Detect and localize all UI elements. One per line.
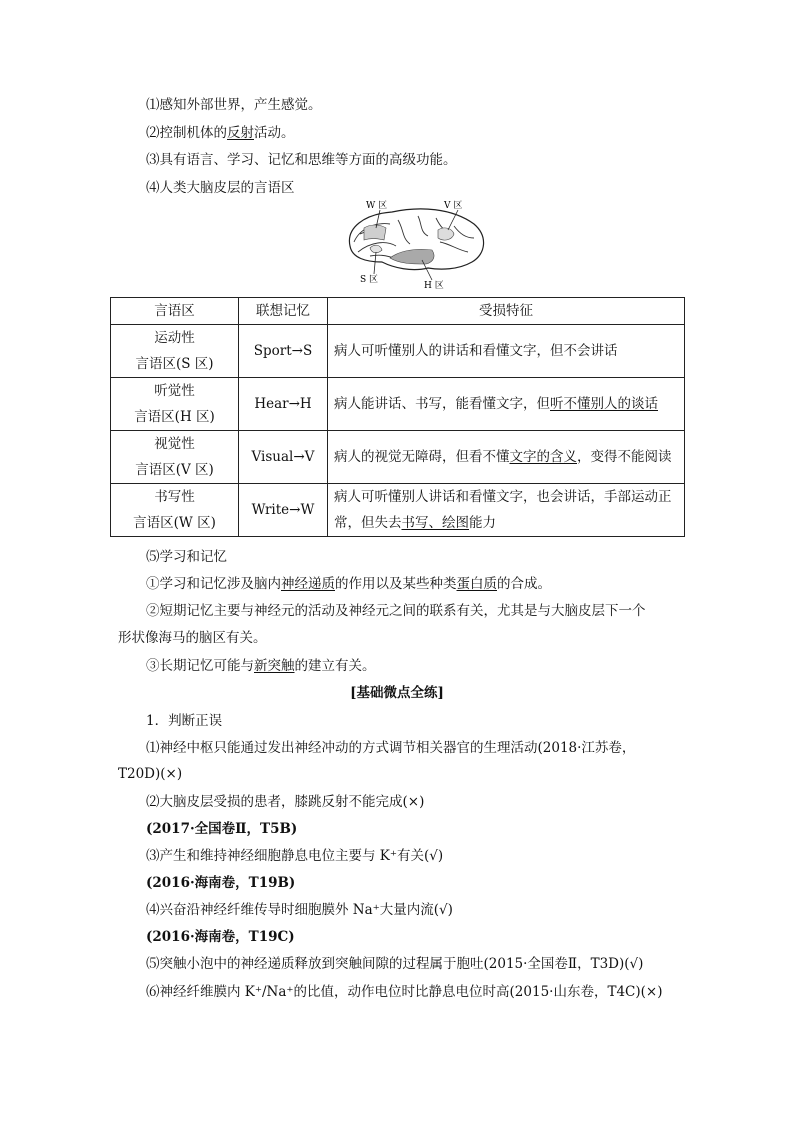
practice-title: [基础微点全练] (350, 685, 444, 701)
brain-language-area-diagram (340, 198, 490, 290)
header-area: 言语区 (111, 298, 239, 325)
area-line: 言语区(V 区) (135, 462, 214, 478)
memory-heading: ⑸学习和记忆 (146, 549, 227, 565)
memory-text: ③长期记忆可能与 (146, 658, 254, 674)
feature-cell (328, 484, 685, 537)
practice-item: ⑷兴奋沿神经纤维传导时细胞膜外 Na⁺大量内流(√) (146, 902, 453, 918)
feature-text: 病人能讲话、书写，能看懂文字，但 (334, 396, 550, 412)
practice-item: ⑵大脑皮层受损的患者，膝跳反射不能完成(×) (146, 794, 425, 810)
intro-line-4: ⑷人类大脑皮层的言语区 (146, 180, 295, 196)
practice-item: ⑴神经中枢只能通过发出神经冲动的方式调节相关器官的生理活动(2018·江苏卷， (146, 740, 636, 756)
area-line: 言语区(H 区) (134, 409, 215, 425)
w-area-label: W 区 (366, 201, 388, 211)
practice-source: (2016·海南卷，T19B) (146, 875, 296, 891)
memory-cell: Write→W (239, 484, 328, 537)
memory-text: 的作用以及某些种类 (335, 576, 457, 592)
v-area-label: V 区 (444, 201, 463, 211)
practice-item: ⑶产生和维持神经细胞静息电位主要与 K⁺有关(√) (146, 848, 444, 864)
header-feature: 受损特征 (328, 298, 685, 325)
protein-term: 蛋白质 (456, 576, 497, 592)
speech-area-table (110, 297, 685, 537)
intro-line-2-post: 活动。 (254, 125, 295, 141)
memory-text: 的合成。 (497, 576, 551, 592)
s-area-label: S 区 (360, 275, 379, 285)
memory-cell: Hear→H (239, 378, 328, 431)
intro-line-3: ⑶具有语言、学习、记忆和思维等方面的高级功能。 (146, 152, 457, 168)
memory-cell: Sport→S (239, 325, 328, 378)
area-line: 书写性 (154, 489, 195, 505)
area-line: 视觉性 (154, 436, 195, 452)
table-row (111, 325, 685, 378)
practice-item: ⑹神经纤维膜内 K⁺/Na⁺的比值，动作电位时比静息电位时高(2015·山东卷，T4C)(×) (146, 984, 663, 1000)
area-cell (111, 378, 239, 431)
reflex-term: 反射 (227, 125, 254, 141)
area-line: 运动性 (154, 330, 195, 346)
area-cell (111, 484, 239, 537)
area-cell (111, 431, 239, 484)
feature-underlined: 听不懂别人的谈话 (550, 396, 658, 412)
feature-cell (328, 431, 685, 484)
feature-underlined: 书写、绘图 (401, 515, 469, 531)
feature-cell: 病人可听懂别人的讲话和看懂文字，但不会讲话 (328, 325, 685, 378)
practice-source: (2016·海南卷，T19C) (146, 929, 295, 945)
feature-text: ，变得不能阅读 (577, 449, 672, 465)
area-line: 听觉性 (154, 383, 195, 399)
new-synapse-term: 新突触 (254, 658, 295, 674)
feature-text: 病人的视觉无障碍，但看不懂 (334, 449, 510, 465)
feature-text: 常，但失去 (334, 515, 402, 531)
intro-line-1: ⑴感知外部世界，产生感觉。 (146, 97, 322, 113)
memory-para-3 (146, 656, 376, 676)
memory-text: 的建立有关。 (294, 658, 376, 674)
w-area-region (364, 225, 386, 240)
area-line: 言语区(S 区) (135, 356, 214, 372)
table-row (111, 484, 685, 537)
intro-line-2 (146, 123, 295, 143)
memory-text: ①学习和记忆涉及脑内 (146, 576, 281, 592)
area-cell (111, 325, 239, 378)
table-header-row (111, 298, 685, 325)
feature-line-2 (334, 510, 678, 536)
memory-para-1 (146, 574, 551, 594)
memory-para-2-line-2: 形状像海马的脑区有关。 (118, 630, 267, 646)
feature-text: 能力 (469, 515, 496, 531)
h-area-label: H 区 (424, 281, 444, 290)
table-row (111, 378, 685, 431)
practice-source: (2017·全国卷Ⅱ，T5B) (146, 821, 298, 837)
header-memory: 联想记忆 (239, 298, 328, 325)
neurotransmitter-term: 神经递质 (281, 576, 335, 592)
table-row (111, 431, 685, 484)
area-line: 言语区(W 区) (133, 515, 216, 531)
memory-cell: Visual→V (239, 431, 328, 484)
practice-item: ⑸突触小泡中的神经递质释放到突触间隙的过程属于胞吐(2015·全国卷Ⅱ，T3D)(√) (146, 956, 644, 972)
practice-item: T20D)(×) (118, 766, 183, 782)
feature-cell (328, 378, 685, 431)
feature-text: 病人可听懂别人讲话和看懂文字，也会讲话，手部运动正 (334, 489, 672, 505)
memory-para-2-line-1: ②短期记忆主要与神经元的活动及神经元之间的联系有关，尤其是与大脑皮层下一个 (146, 603, 646, 619)
feature-underlined: 文字的含义 (509, 449, 577, 465)
intro-line-2-pre: ⑵控制机体的 (146, 125, 227, 141)
question-heading: 1．判断正误 (146, 713, 223, 729)
